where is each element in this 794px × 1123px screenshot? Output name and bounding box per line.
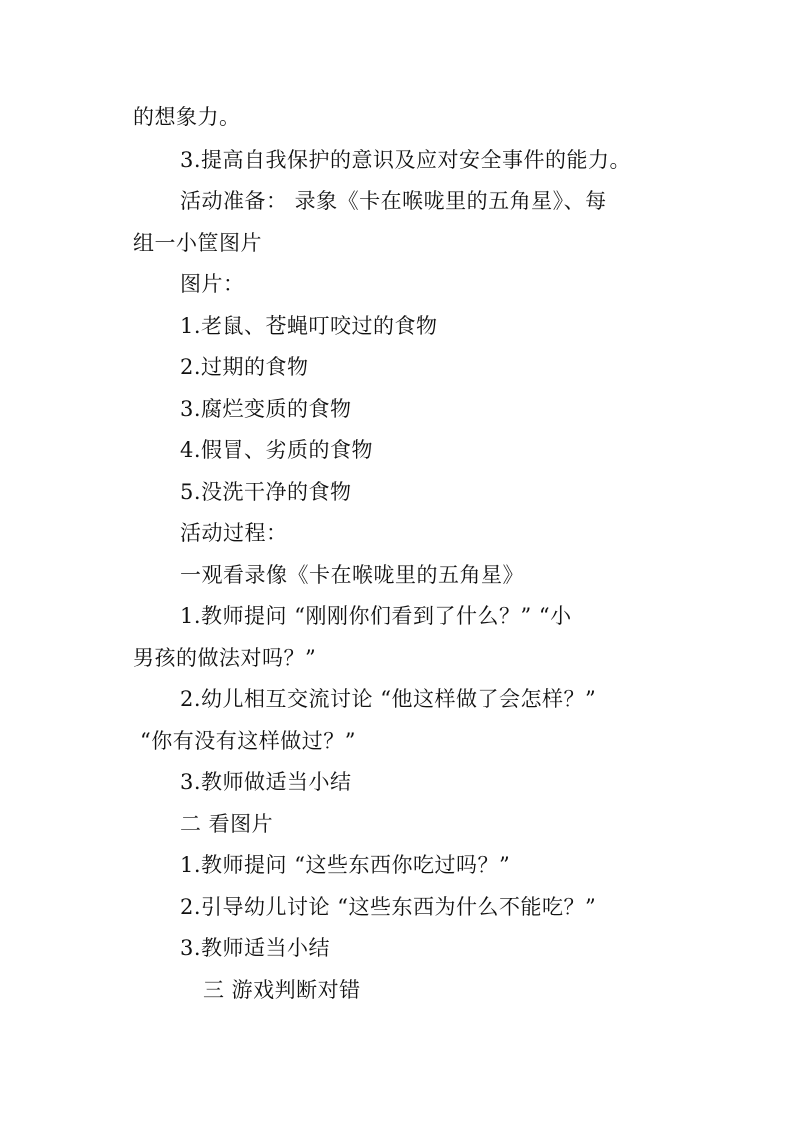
text-line: 3.腐烂变质的食物	[180, 397, 352, 421]
text-line: 活动准备： 录象《卡在喉咙里的五角星》、每	[180, 189, 607, 213]
text-line: 二 看图片	[180, 812, 274, 836]
text-line: 1.教师提问 “刚刚你们看到了什么？” “小	[180, 604, 572, 628]
text-line: 活动过程：	[180, 521, 288, 545]
text-line: 3.教师适当小结	[180, 936, 331, 960]
text-line: 2.过期的食物	[180, 355, 309, 379]
text-line: 图片：	[180, 272, 245, 296]
text-line: 组一小筐图片	[133, 231, 262, 255]
text-line: 1.教师提问 “这些东西你吃过吗？”	[180, 853, 511, 877]
text-line: 3.提高自我保护的意识及应对安全事件的能力。	[180, 148, 632, 172]
text-line: 1.老鼠、苍蝇叮咬过的食物	[180, 314, 438, 338]
text-line: 5.没洗干净的食物	[180, 480, 352, 504]
text-line: 4.假冒、劣质的食物	[180, 438, 374, 462]
text-line: 的想象力。	[133, 105, 241, 129]
text-line: 3.教师做适当小结	[180, 770, 352, 794]
text-line: 三 游戏判断对错	[203, 978, 361, 1002]
text-line: 一观看录像《卡在喉咙里的五角星》	[180, 563, 524, 587]
text-line: “你有没有这样做过？”	[140, 729, 356, 753]
text-line: 男孩的做法对吗？”	[133, 646, 317, 670]
text-line: 2.引导幼儿讨论 “这些东西为什么不能吃？”	[180, 895, 597, 919]
text-line: 2.幼儿相互交流讨论 “他这样做了会怎样？”	[180, 687, 597, 711]
